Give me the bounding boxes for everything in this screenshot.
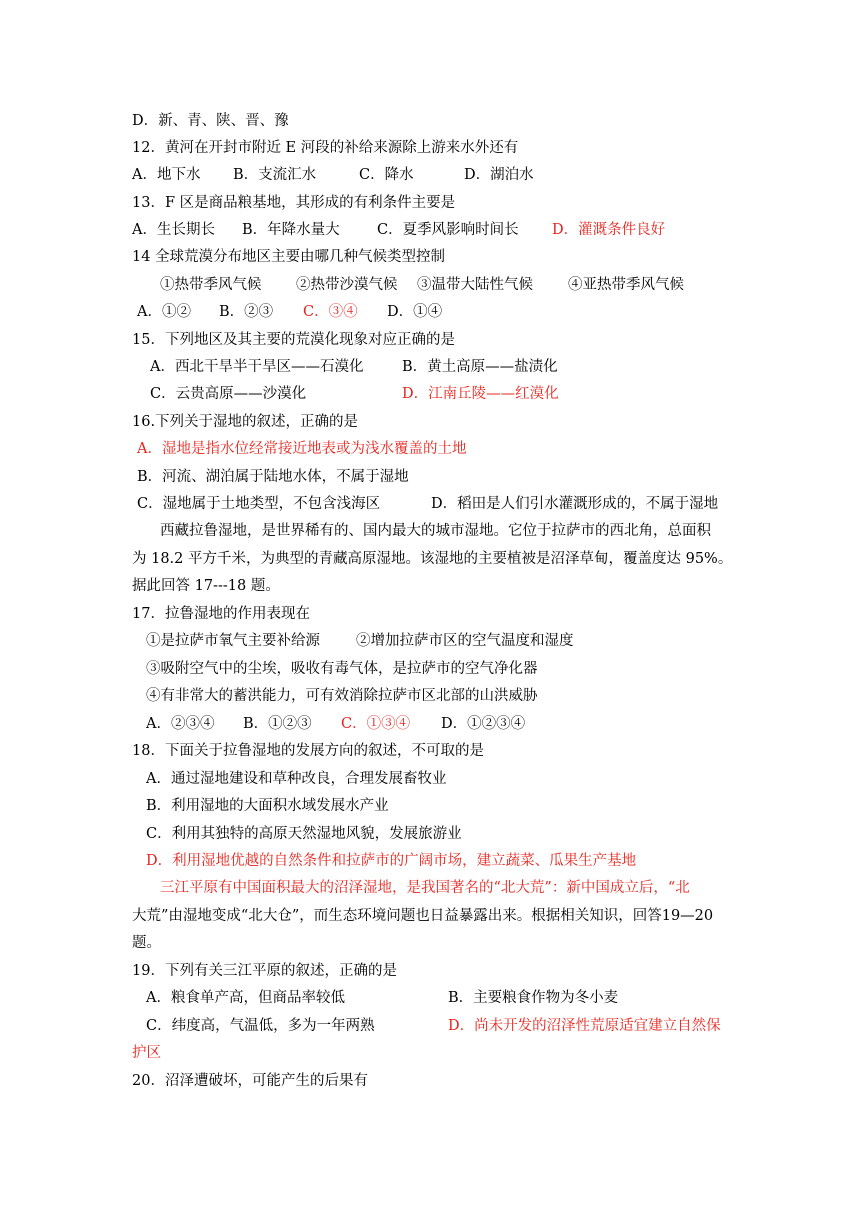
q15-stem: 15．下列地区及其主要的荒漠化现象对应正确的是 [132,332,455,348]
q15-options-row1 [150,357,750,377]
q17-items-row1 [146,631,746,651]
q19-options-row1 [146,988,846,1008]
q17-option-d: D．①②③④ [441,716,526,732]
q12-options [132,165,832,185]
passage-lalu-line3: 据此回答 17---18 题。 [132,578,280,594]
q14-item-3: ③温带大陆性气候 [417,277,533,293]
q12-option-a: A．地下水 [132,167,201,183]
q16-option-d: D．稻田是人们引水灌溉形成的，不属于湿地 [431,496,719,512]
q13-options [132,220,832,240]
q17-item-2: ②增加拉萨市区的空气温度和湿度 [356,633,574,649]
q17-option-c: C．①③④ [341,716,411,732]
passage-lalu-line2: 为 18.2 平方千米，为典型的青藏高原湿地。该湿地的主要植被是沼泽草甸，覆盖度达 95%。 [132,551,733,567]
q11-option-d: D．新、青、陕、晋、豫 [132,113,289,129]
q14-item-1: ①热带季风气候 [160,277,262,293]
q15-option-a: A．西北干旱半干旱区——石漠化 [150,359,364,375]
q13-option-a: A．生长期长 [132,222,215,238]
q16-option-b: B．河流、湖泊属于陆地水体，不属于湿地 [137,469,409,485]
passage-sanjiang-line3: 题。 [132,935,161,951]
q17-item-3: ③吸附空气中的尘埃，吸收有毒气体，是拉萨市的空气净化器 [146,661,538,677]
q14-option-d: D．①④ [387,304,443,320]
q14-option-a: A．①② [137,304,191,320]
q16-option-c: C．湿地属于土地类型，不包含浅海区 [137,496,381,512]
passage-sanjiang-line2: 大荒”由湿地变成“北大仓”，而生态环境问题也日益暴露出来。根据相关知识，回答19—20 [132,908,714,924]
q14-options [137,302,637,322]
q12-stem: 12．黄河在开封市附近 E 河段的补给来源除上游来水外还有 [132,140,519,156]
q19-option-d: D．尚未开发的沼泽性荒原适宜建立自然保 [448,1018,721,1034]
q17-option-b: B．①②③ [243,716,312,732]
q13-option-c: C．夏季风影响时间长 [377,222,519,238]
q15-options-row2 [150,384,750,404]
q19-options-row2 [146,1016,846,1036]
q14-item-2: ②热带沙漠气候 [296,277,398,293]
q19-option-d-continued: 护区 [132,1045,161,1061]
q15-option-c: C．云贵高原——沙漠化 [150,386,307,402]
q14-option-b: B．②③ [219,304,274,320]
q19-option-c: C．纬度高，气温低，多为一年两熟 [146,1018,375,1034]
q19-stem: 19．下列有关三江平原的叙述，正确的是 [132,963,397,979]
q12-option-b: B．支流汇水 [233,167,317,183]
q13-option-b: B．年降水量大 [242,222,340,238]
q14-stem: 14 全球荒漠分布地区主要由哪几种气候类型控制 [132,249,446,265]
q18-option-c: C．利用其独特的高原天然湿地风貌，发展旅游业 [146,826,462,842]
q14-items [160,275,840,295]
q14-option-c: C．③④ [303,304,358,320]
q17-item-4: ④有非常大的蓄洪能力，可有效消除拉萨市区北部的山洪威胁 [146,688,538,704]
q17-options [146,714,646,734]
q17-item-1: ①是拉萨市氧气主要补给源 [146,633,320,649]
q19-option-a: A．粮食单产高，但商品率较低 [146,990,345,1006]
q16-option-a: A．湿地是指水位经常接近地表或为浅水覆盖的土地 [137,441,467,457]
q15-option-b: B．黄土高原——盐渍化 [402,359,558,375]
q12-option-d: D．湖泊水 [464,167,534,183]
passage-sanjiang-line1: 三江平原有中国面积最大的沼泽湿地，是我国著名的“北大荒”：新中国成立后，“北 [160,880,690,896]
q18-option-a: A．通过湿地建设和草种改良，合理发展畜牧业 [146,771,447,787]
q19-option-b: B．主要粮食作物为冬小麦 [448,990,619,1006]
q18-option-b: B．利用湿地的大面积水域发展水产业 [146,798,389,814]
q16-stem: 16.下列关于湿地的叙述，正确的是 [132,414,359,430]
q20-stem: 20．沼泽遭破坏，可能产生的后果有 [132,1073,368,1089]
q15-option-d: D．江南丘陵——红漠化 [402,386,559,402]
passage-lalu-line1: 西藏拉鲁湿地，是世界稀有的、国内最大的城市湿地。它位于拉萨市的西北角，总面积 [160,523,711,539]
q13-stem: 13．F 区是商品粮基地，其形成的有利条件主要是 [132,195,456,211]
q18-option-d: D．利用湿地优越的自然条件和拉萨市的广阔市场，建立蔬菜、瓜果生产基地 [146,853,637,869]
q12-option-c: C．降水 [359,167,414,183]
q16-options-row3 [137,494,837,514]
q14-item-4: ④亚热带季风气候 [568,277,684,293]
q17-option-a: A．②③④ [146,716,215,732]
q13-option-d: D．灌溉条件良好 [552,222,666,238]
q18-stem: 18．下面关于拉鲁湿地的发展方向的叙述，不可取的是 [132,743,484,759]
q17-stem: 17．拉鲁湿地的作用表现在 [132,606,310,622]
